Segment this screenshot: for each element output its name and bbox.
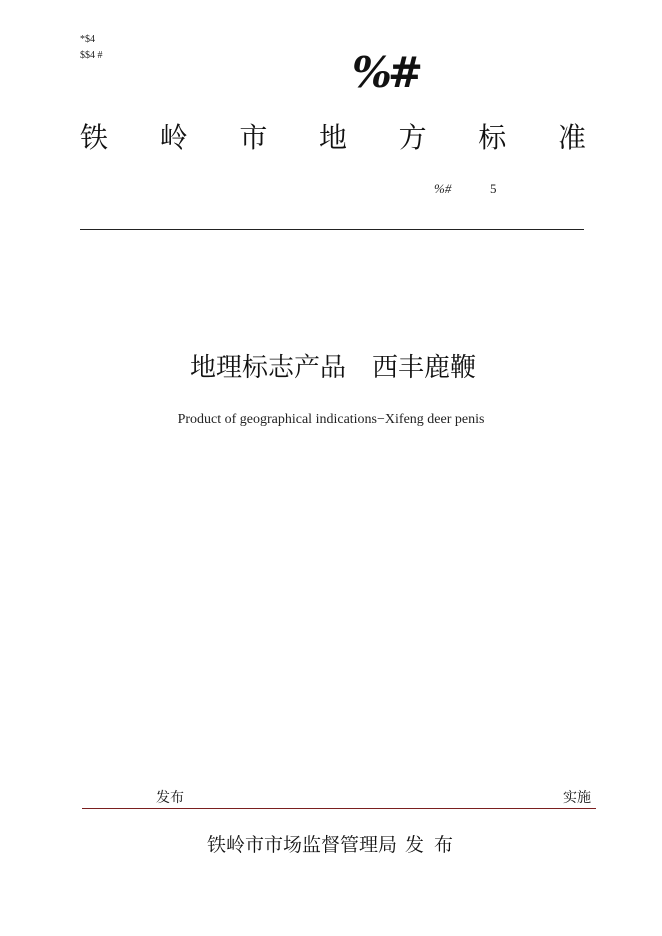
standard-number-prefix: %# (434, 181, 452, 196)
standard-title-char: 市 (239, 121, 268, 154)
header-divider (80, 229, 584, 230)
issuer-line (0, 832, 662, 858)
standard-title-char: 标 (478, 121, 507, 154)
ics-code: *$4 (80, 34, 95, 45)
standard-title-char: 铁 (80, 121, 109, 154)
standard-title-char: 方 (398, 121, 427, 154)
issuer-name: 铁岭市市场监督管理局 (206, 834, 397, 856)
footer-divider (82, 808, 596, 809)
standard-logo: %# (352, 48, 420, 97)
issuer-action-1: 发 (404, 834, 424, 856)
implement-date-label: 实施 (563, 790, 591, 806)
document-title-en: Product of geographical indications−Xifeng deer penis (177, 412, 485, 427)
standard-category-title (80, 118, 586, 158)
standard-number-value: 5 (490, 181, 497, 196)
issuer-action-2: 布 (434, 834, 454, 856)
publish-date-label: 发布 (156, 790, 184, 806)
standard-title-char: 地 (318, 121, 347, 154)
standard-title-char: 准 (557, 121, 586, 154)
standard-title-char: 岭 (159, 121, 188, 154)
document-title-cn (0, 348, 662, 388)
title-cn-part2: 西丰鹿鞭 (372, 353, 477, 383)
title-cn-part1: 地理标志产品 (189, 353, 346, 383)
ccs-code: $$4 # (80, 50, 103, 61)
standard-number (434, 181, 514, 197)
